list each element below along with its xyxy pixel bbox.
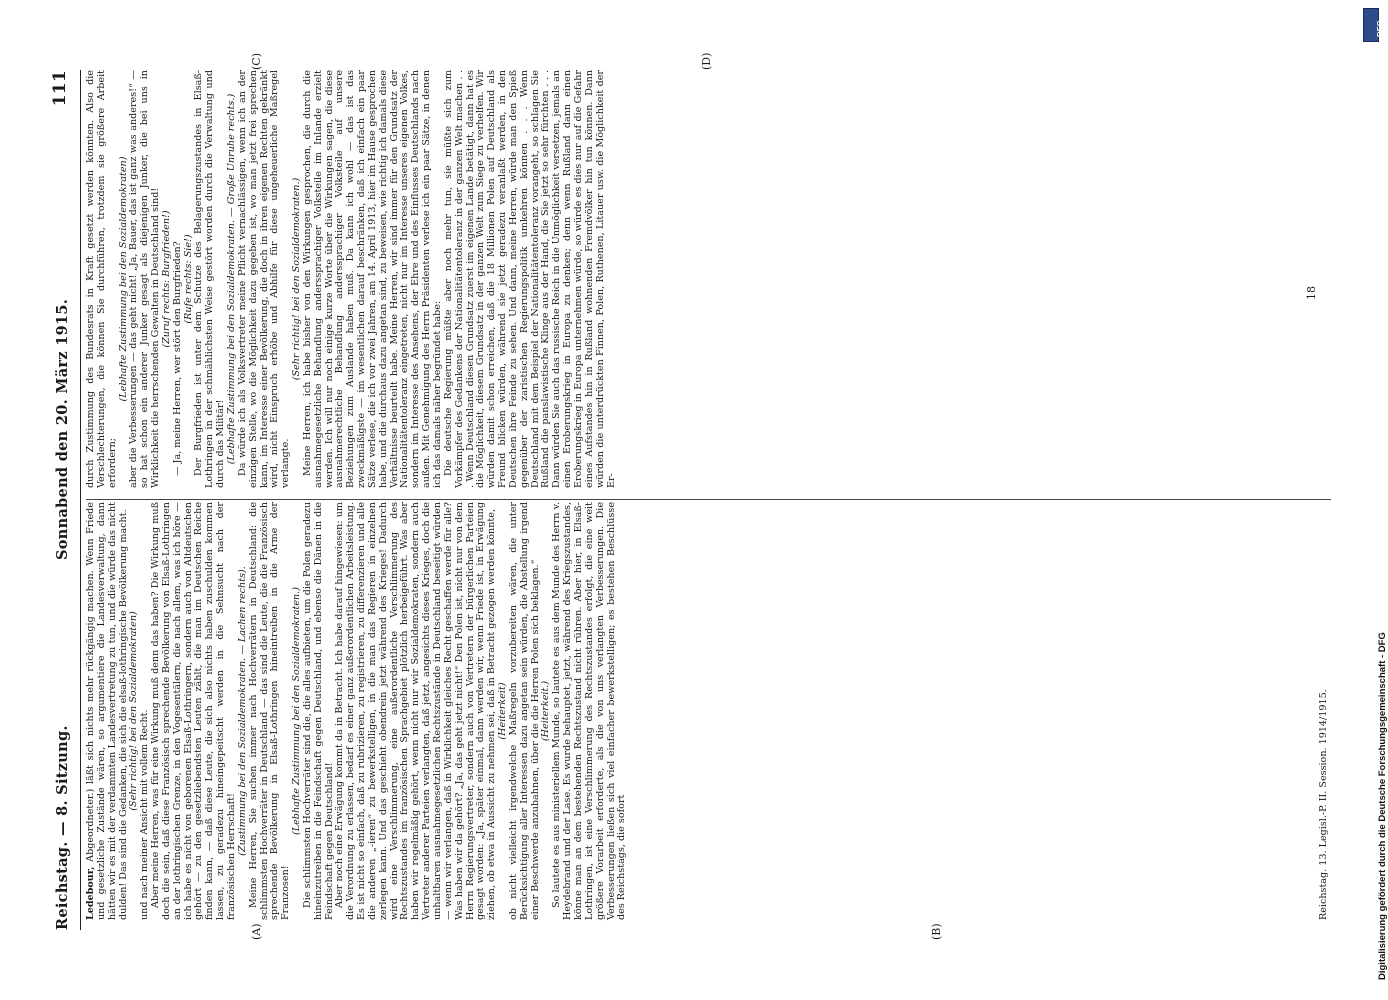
paragraph-text: Da würde ich als Volksvertreter meine Pflicht vernachlässigen, wenn ich an der einzigen Stelle, wo die Möglichkeit dazu gegeben ist, wo man jetzt frei sprechen kann, im Interesse einer Bevölkerung, die doch in ihren eigenen Rechten gekränkt wird, nicht Einspruch erhöbe und Abhilfe für diese ungeheuerliche Maßregel verlangte.: [236, 70, 292, 488]
paragraph: [303, 70, 444, 488]
dfg-logo-text: DFG: [1376, 20, 1385, 37]
margin-marker-a: (A): [250, 923, 263, 940]
paragraph-text: (Sehr richtig! bei den Sozialdemokraten): [128, 611, 140, 811]
paragraph-text: (Zuruf rechts: Burgfrieden!): [160, 210, 172, 348]
paragraph-text: — Ja, meine Herren, wer stört den Burgfrieden?: [171, 241, 183, 476]
paragraph-text: (Heiterkeit): [497, 682, 509, 740]
paragraph-text: (Rufe rechts: Sie!): [182, 234, 194, 324]
speaker-name: Ledebour,: [85, 866, 96, 920]
paragraph-text: Abgeordneter.) läßt sich nichts mehr rückgängig machen. Wenn Friede und gesetzliche Zustände wären, so argumentiere die Landesverwaltung, dann hätten wir es mit der verdammten Landesvertretung zu tun, und die würde das nicht dulden! Das sind die Gedanken, die sich die elsaß-lothringische Bevölkerung macht.: [85, 502, 129, 920]
paragraph-text: (Zustimmung bei den Sozialdemokraten. — Lachen rechts).: [236, 566, 248, 856]
paragraph-text: ob nicht vielleicht irgendwelche Maßregeln vorzubereiten wären, die unter Berücksichtigung aller Interessen dazu angetan sein würden, die Abstellung irgend einer Beschwerde anzubahnen, über die die Herren Polen sich beklagen.“: [507, 502, 541, 920]
paragraph-text: und nach meiner Ansicht mit vollem Recht.: [139, 709, 151, 920]
paragraph: [303, 502, 336, 920]
paragraph: [86, 70, 119, 488]
digitization-credit: [1355, 20, 1388, 980]
paragraph-text: Der Burgfrieden ist unter dem Schutze des Belagerungszustandes in Elsaß-Lothringen in der schmählichsten Weise gestört worden durch die Verwaltung und durch das Militär!: [193, 70, 227, 488]
paragraph: [151, 502, 238, 920]
paragraph: [509, 502, 542, 920]
paragraph: [86, 502, 129, 920]
paragraph: [238, 70, 292, 488]
paragraph-text: Aber meine Herren, was für eine Wirkung muß denn das haben? Die Wirkung muß doch die sein, daß diese Französisch sprechende Bevölkerung von Elsaß-Lothringen an der lothringischen Grenze, in den Vogesentälern, die nach allem, was ich höre — ich habe es nicht von geborenen Elsaß-Lothringern, sondern auch von Altdeutschen gehört — zu den gesetzliebendsten Leuten zählt, die man im Deutschen Reiche finden kann, — daß diese Leute, die sich also nichts haben zuschulden kommen lassen, zu geradezu hineingepeitscht werden in die Sehnsucht nach der französischen Herrschaft!: [150, 502, 237, 920]
paragraph: [194, 70, 227, 488]
paragraph-text: (Sehr richtig! bei den Sozialdemokraten.): [291, 177, 303, 381]
paragraph: [335, 502, 498, 920]
paragraph-text: Meine Herren, Sie suchen immer nach Hochverrätern in Deutschland: die schlimmsten Hochverräter in Deutschland — das sind die Leute, die die Französisch sprechende Bevölkerung in Elsaß-Lothringen hineintreiben in die Arme der Franzosen!: [247, 502, 292, 920]
paragraph-text: Meine Herren, ich habe bisher von den Wirkungen gesprochen, die durch die ausnahmegesetzliche Behandlung anderssprachiger Volksteile im Inlande erzielt werden. Ich will nur noch einige kurze Worte über die Wirkungen sagen, die diese ausnahmerechtliche Behandlung anderssprachiger Volksteile auf unsere Beziehungen zum Auslande haben muß. Da kann ich wohl — das ist das zweckmäßigste — im wesentlichen darauf beschränken, daß ich einfach ein paar Sätze verlese, die ich vor zwei Jahren, am 14. April 1913, hier im Hause gesprochen habe, und die durchaus dazu angetan sind, zu beweisen, wie richtig ich damals diese Verhältnisse beurteilt habe. Meine Herren, wir sind immer für den Grundsatz der Nationalitätentoleranz eingetreten, nicht nur im Interesse unseres eigenen Volkes, sondern im Interesse des Ansehens, der Ehre und des Einflusses Deutschlands nach außen. Mit Genehmigung des Herrn Präsidenten verlese ich ein paar Sätze, in denen ich das damals näher begründet habe:: [301, 70, 443, 488]
paragraph: [129, 70, 162, 488]
paragraph-text: Die deutsche Regierung müßte aber noch mehr tun, sie müßte sich zum Vorkämpfer des Gedankens der Nationalitätentoleranz in der ganzen Welt machen . . . Wenn Deutschland diesen Grundsatz zuerst im eigenen Lande betätigt, dann hat es die Möglichkeit, diesem Grundsatz in der ganzen Welt zum Siege zu verhelfen. Wir würden damit schon erreichen, daß die 18 Millionen Polen auf Deutschland als Freund blicken würden, während sie jetzt geradezu veranlaßt werden, in den Deutschen ihre Feinde zu sehen. Und dann, meine Herren, würde man den Spieß gegenüber der zaristischen Regierungspolitik umkehren können . . . Wenn Deutschland mit dem Beispiel der Nationalitätentoleranz vorangeht, so schlagen Sie Rußland die panslawistische Klinge aus der Hand, die Sie jetzt so sehr fürchten . . . Dann würden Sie auch das russische Reich in die Unmöglichkeit versetzen, jemals an einen Eroberungskrieg in Europa zu denken; denn wenn Rußland dann einen Eroberungskrieg in Europa unternehmen würde, so würde es dies nur auf die Gefahr eines Aufstandes hin in Rußland wohnenden Fremdvölker hin tun können. Dann würden die unterdrückten Finnen, Polen, Ruthenen, Litauer usw. die Möglichkeit der Er-: [442, 70, 617, 488]
left-text-column: [86, 502, 1336, 920]
paragraph-text: (Heiterkeit.): [540, 680, 552, 742]
right-text-column: [86, 70, 1336, 488]
dfg-logo: [1363, 8, 1385, 42]
paragraph-text: Aber noch eine Erwägung kommt da in Betracht. Ich habe darauf hingewiesen: um die Verordnung zu erlassen, bedarf es einer ganz außerordentlichen Arbeitsleistung. Es ist nicht so einfach, daß zu rubrizieren, zu registrieren, zu differenzieren und alle die anderen „-ieren“ zu bewerkstelligen, in die man das Regieren in einzelnen zerlegen kann. Und das geschieht obendrein jetzt während des Krieges! Dadurch wird eine Verschlimmerung, eine außerordentliche Verschlimmerung des Rechtszustandes im französischen Sprachgebiet plötzlich herbeigeführt. Was aber haben wir regelmäßig gehört, wenn nicht nur wir Sozialdemokraten, sondern auch Vertreter anderer Parteien verlangten, daß jetzt, angesichts dieses Krieges, doch die unhaltbaren ausnahmegesetzlichen Rechtszustände in Deutschland beseitigt würden — wenn wir verlangen, daß in Wirklichkeit gleiches Recht geschaffen werde für alle? Was haben wir da gehört? „Ja, das geht jetzt nicht!“ Den Polen ist, nicht nur von dem Herrn Regierungsvertreter, sondern auch von Vertretern der bürgerlichen Parteien gesagt worden: „Ja, später einmal, dann werden wir, wenn Friede ist, in Erwägung ziehen, ob etwa in Aussicht zu nehmen sei, daß in Betracht gezogen werden könnte,: [334, 502, 498, 920]
paragraph-text: (Lebhafte Zustimmung bei den Sozialdemokraten. — Große Unruhe rechts.): [225, 93, 237, 465]
page-signature: 18: [1305, 286, 1318, 300]
margin-marker-d: (D): [700, 52, 713, 70]
digitization-credit-text: Digitalisierung gefördert durch die Deutsche Forschungsgemeinschaft - DFG: [1377, 632, 1388, 980]
paragraph-text: (Lebhafte Zustimmung bei den Sozialdemokraten.): [291, 587, 303, 835]
margin-marker-c: (C): [250, 53, 263, 70]
paragraph-text: Die schlimmsten Hochverräter sind die, die alles aufbieten, um die Polen geradezu hineinzutreiben in die Feindschaft gegen Deutschland, und ebenso die Dänen in die Feindschaft gegen Deutschland!: [301, 502, 335, 920]
paragraph-text: (Lebhafte Zustimmung bei den Sozialdemokraten): [117, 156, 129, 402]
paragraph: [249, 502, 292, 920]
header-date: Sonnabend den 20. März 1915.: [54, 298, 71, 560]
header-rule: [80, 70, 81, 930]
column-separator: [86, 499, 1331, 500]
paragraph-text: So lautete es aus ministeriellem Munde, so lautete es aus dem Munde des Herrn v. Heydebrand und der Lase. Es wurde behauptet, jetzt, während des Kriegszustandes, könne man an dem bestehenden Rechtszustand nicht rühren. Aber hier, in Elsaß-Lothringen, ist eine Verschlimmerung des Rechtszustandes erfolgt, die eine weit größere Vorarbeit erforderte, als die von uns verlangten Verbesserungen. Die Verbesserungen ließen sich viel einfacher bewerkstelligen; es bestehen Beschlüsse des Reichstags, die sofort: [551, 502, 628, 920]
header-session: Reichstag. — 8. Sitzung.: [54, 725, 71, 930]
margin-marker-b: (B): [930, 923, 943, 940]
page-footer: Reichstag. 13. Legisl.-P. II. Session. 1914/1915.: [1318, 689, 1329, 920]
paragraph: [552, 502, 628, 920]
header-page-number: 111: [50, 70, 70, 107]
paragraph-text: durch Zustimmung des Bundesrats in Kraft gesetzt werden könnten. Also die Verschlechterungen, die können Sie durchführen, trotzdem sie größere Arbeit erfordern;: [85, 70, 118, 488]
paragraph: [444, 70, 618, 488]
paragraph-text: aber die Verbesserungen — das geht nicht! „Ja, Bauer, das ist ganz was anderes!“ — so hat schon ein anderer Junker gesagt als diejenigen Junker, die bei uns in Wirklichkeit die herrschenden Gewalten in Deutschland sind!: [128, 70, 162, 488]
page-header: [48, 70, 78, 930]
